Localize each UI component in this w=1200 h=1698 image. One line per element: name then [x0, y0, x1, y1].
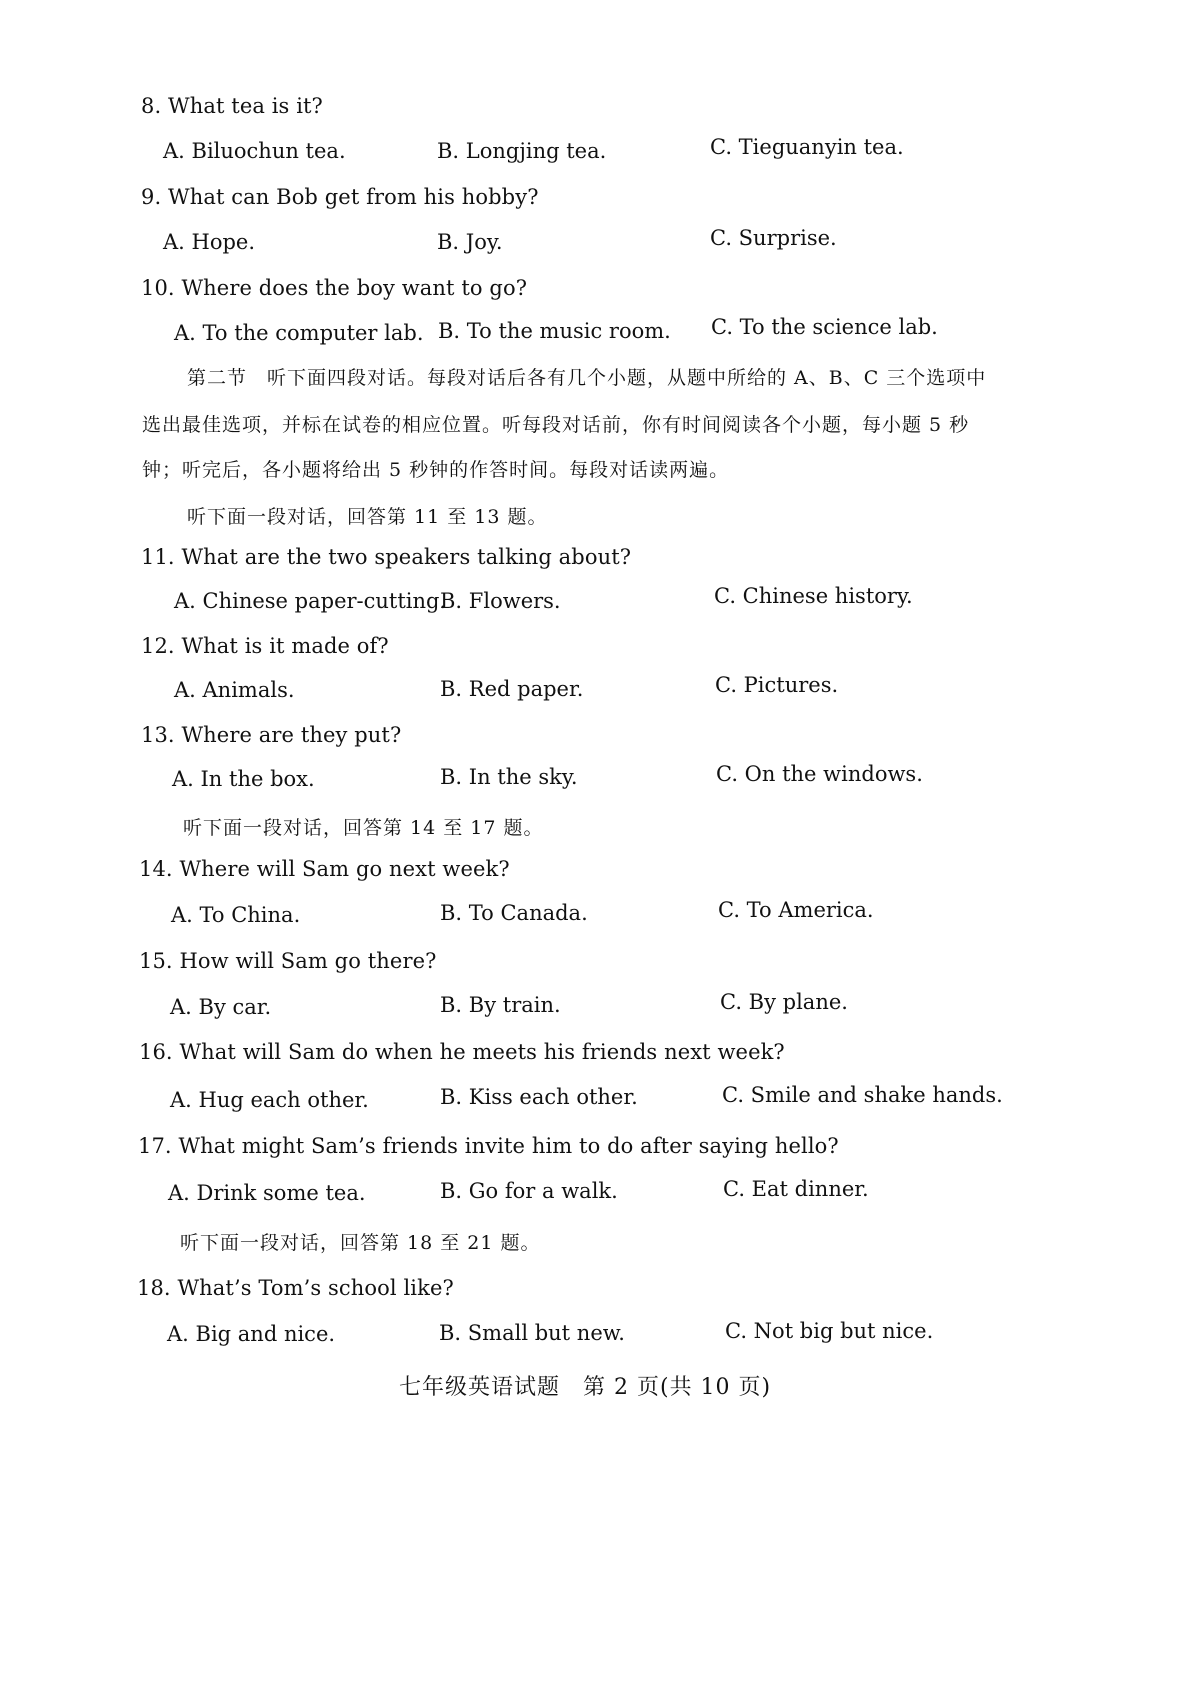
instruction-q14-17: 听下面一段对话，回答第 14 至 17 题。	[183, 817, 544, 839]
question-15	[139, 949, 436, 973]
question-8	[141, 94, 323, 118]
question-number: 12.	[141, 634, 175, 658]
option-c: C. By plane.	[720, 990, 848, 1014]
question-16	[139, 1040, 785, 1064]
question-text: How will Sam go there?	[179, 949, 437, 973]
option-c: C. Eat dinner.	[723, 1177, 869, 1201]
question-number: 10.	[141, 276, 175, 300]
option-b: B. Longjing tea.	[437, 139, 607, 163]
option-a: A. Hug each other.	[170, 1088, 369, 1112]
option-a: A. Chinese paper-cutting.	[174, 589, 447, 613]
question-number: 18.	[137, 1276, 171, 1300]
section2-line3: 钟；听完后，各小题将给出 5 秒钟的作答时间。每段对话读两遍。	[142, 459, 730, 481]
page-footer: 七年级英语试题 第 2 页(共 10 页)	[399, 1375, 772, 1400]
option-c: C. Surprise.	[710, 226, 837, 250]
option-a: A. To the computer lab.	[174, 321, 424, 345]
option-a: A. In the box.	[172, 767, 315, 791]
option-b: B. Joy.	[437, 230, 503, 254]
option-b: B. Small but new.	[439, 1321, 625, 1345]
question-text: What will Sam do when he meets his friends next week?	[179, 1040, 785, 1064]
question-number: 11.	[141, 545, 175, 569]
option-b: B. Red paper.	[440, 677, 584, 701]
question-number: 9.	[141, 185, 162, 209]
question-14	[139, 857, 510, 881]
question-18	[137, 1276, 454, 1300]
question-number: 14.	[139, 857, 173, 881]
option-b: B. By train.	[440, 993, 561, 1017]
option-a: A. Biluochun tea.	[163, 139, 346, 163]
option-a: A. By car.	[170, 995, 272, 1019]
question-number: 15.	[139, 949, 173, 973]
question-number: 17.	[138, 1134, 172, 1158]
option-a: A. Hope.	[163, 230, 256, 254]
question-number: 13.	[141, 723, 175, 747]
question-text: What might Sam’s friends invite him to do after saying hello?	[178, 1134, 839, 1158]
option-b: B. Go for a walk.	[440, 1179, 618, 1203]
option-c: C. Not big but nice.	[725, 1319, 934, 1343]
option-b: B. Kiss each other.	[440, 1085, 638, 1109]
question-text: Where are they put?	[181, 723, 402, 747]
option-c: C. Smile and shake hands.	[722, 1083, 1003, 1107]
option-b: B. To Canada.	[440, 901, 588, 925]
option-c: C. Chinese history.	[714, 584, 913, 608]
question-text: What’s Tom’s school like?	[177, 1276, 454, 1300]
question-number: 16.	[139, 1040, 173, 1064]
option-c: C. Pictures.	[715, 673, 839, 697]
section2-line1: 第二节 听下面四段对话。每段对话后各有几个小题，从题中所给的 A、B、C 三个选项中	[187, 367, 987, 389]
question-text: What can Bob get from his hobby?	[168, 185, 539, 209]
question-text: What is it made of?	[181, 634, 389, 658]
option-c: C. Tieguanyin tea.	[710, 135, 904, 159]
question-text: Where will Sam go next week?	[179, 857, 510, 881]
option-c: C. To the science lab.	[711, 315, 938, 339]
question-9	[141, 185, 539, 209]
instruction-q18-21: 听下面一段对话，回答第 18 至 21 题。	[180, 1232, 541, 1254]
option-a: A. To China.	[171, 903, 301, 927]
question-10	[141, 276, 527, 300]
option-a: A. Drink some tea.	[168, 1181, 366, 1205]
option-c: C. On the windows.	[716, 762, 923, 786]
option-c: C. To America.	[718, 898, 874, 922]
option-b: B. To the music room.	[438, 319, 671, 343]
question-text: What tea is it?	[168, 94, 323, 118]
question-12	[141, 634, 389, 658]
section2-line2: 选出最佳选项，并标在试卷的相应位置。听每段对话前，你有时间阅读各个小题，每小题 5 秒	[142, 414, 970, 436]
question-13	[141, 723, 401, 747]
question-text: Where does the boy want to go?	[181, 276, 528, 300]
question-17	[138, 1134, 839, 1158]
question-11	[141, 545, 631, 569]
option-a: A. Big and nice.	[167, 1322, 336, 1346]
instruction-q11-13: 听下面一段对话，回答第 11 至 13 题。	[187, 506, 548, 528]
option-b: B. In the sky.	[440, 765, 578, 789]
option-b: B. Flowers.	[440, 589, 561, 613]
question-text: What are the two speakers talking about?	[181, 545, 632, 569]
question-number: 8.	[141, 94, 162, 118]
option-a: A. Animals.	[174, 678, 295, 702]
